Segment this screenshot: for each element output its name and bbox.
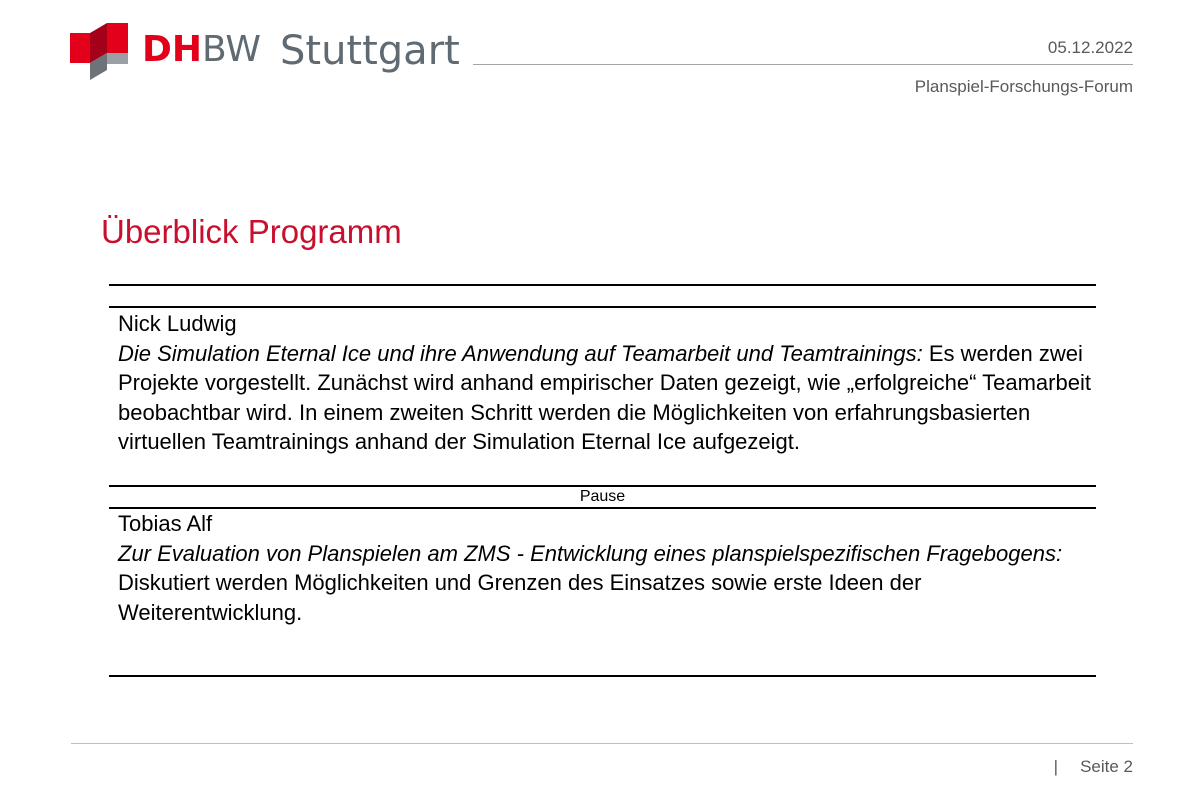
dhbw-logo-icon [70, 20, 134, 80]
footer [1054, 757, 1133, 777]
talk-entry [118, 509, 1093, 627]
talk-title: Die Simulation Eternal Ice und ihre Anwendung auf Teamarbeit und Teamtrainings: [118, 340, 923, 366]
talk-description: Diskutiert werden Möglichkeiten und Grenzen des Einsatzes sowie erste Ideen der Weiterentwicklung. [118, 570, 922, 625]
table-rule-header [109, 306, 1096, 308]
pause-label: Pause [579, 488, 626, 505]
speaker-name: Tobias Alf [118, 511, 213, 536]
header-divider [473, 64, 1133, 65]
footer-divider [71, 743, 1133, 744]
footer-separator: | [1053, 757, 1059, 776]
table-rule-top [109, 284, 1096, 286]
header-date: 05.12.2022 [1047, 38, 1133, 57]
talk-description: Es werden zwei Projekte vorgestellt. Zunächst wird anhand empirischer Daten gezeigt, wie „erfolgreiche“ Teamarbeit beobachtbar wird. In einem zweiten Schritt werden die Möglichkeiten von erfahrungsbasierten virtuellen Teamtrainings anhand der Simulation Eternal Ice aufgezeigt. [118, 340, 1091, 454]
slide-title: Überblick Programm [101, 213, 402, 250]
talk-title: Zur Evaluation von Planspielen am ZMS - Entwicklung eines planspielspezifischen Fragebogens: [118, 540, 1063, 566]
brand-dh: DH [142, 29, 203, 70]
header-subtitle: Planspiel-Forschungs-Forum [914, 77, 1133, 96]
brand-bw: BW [202, 29, 262, 70]
page-number: Seite 2 [1080, 757, 1133, 776]
speaker-name: Nick Ludwig [118, 311, 237, 336]
table-rule-bottom [109, 675, 1096, 677]
brand-city: Stuttgart [280, 28, 460, 74]
brand-wordmark [142, 30, 261, 70]
talk-entry [118, 309, 1093, 457]
